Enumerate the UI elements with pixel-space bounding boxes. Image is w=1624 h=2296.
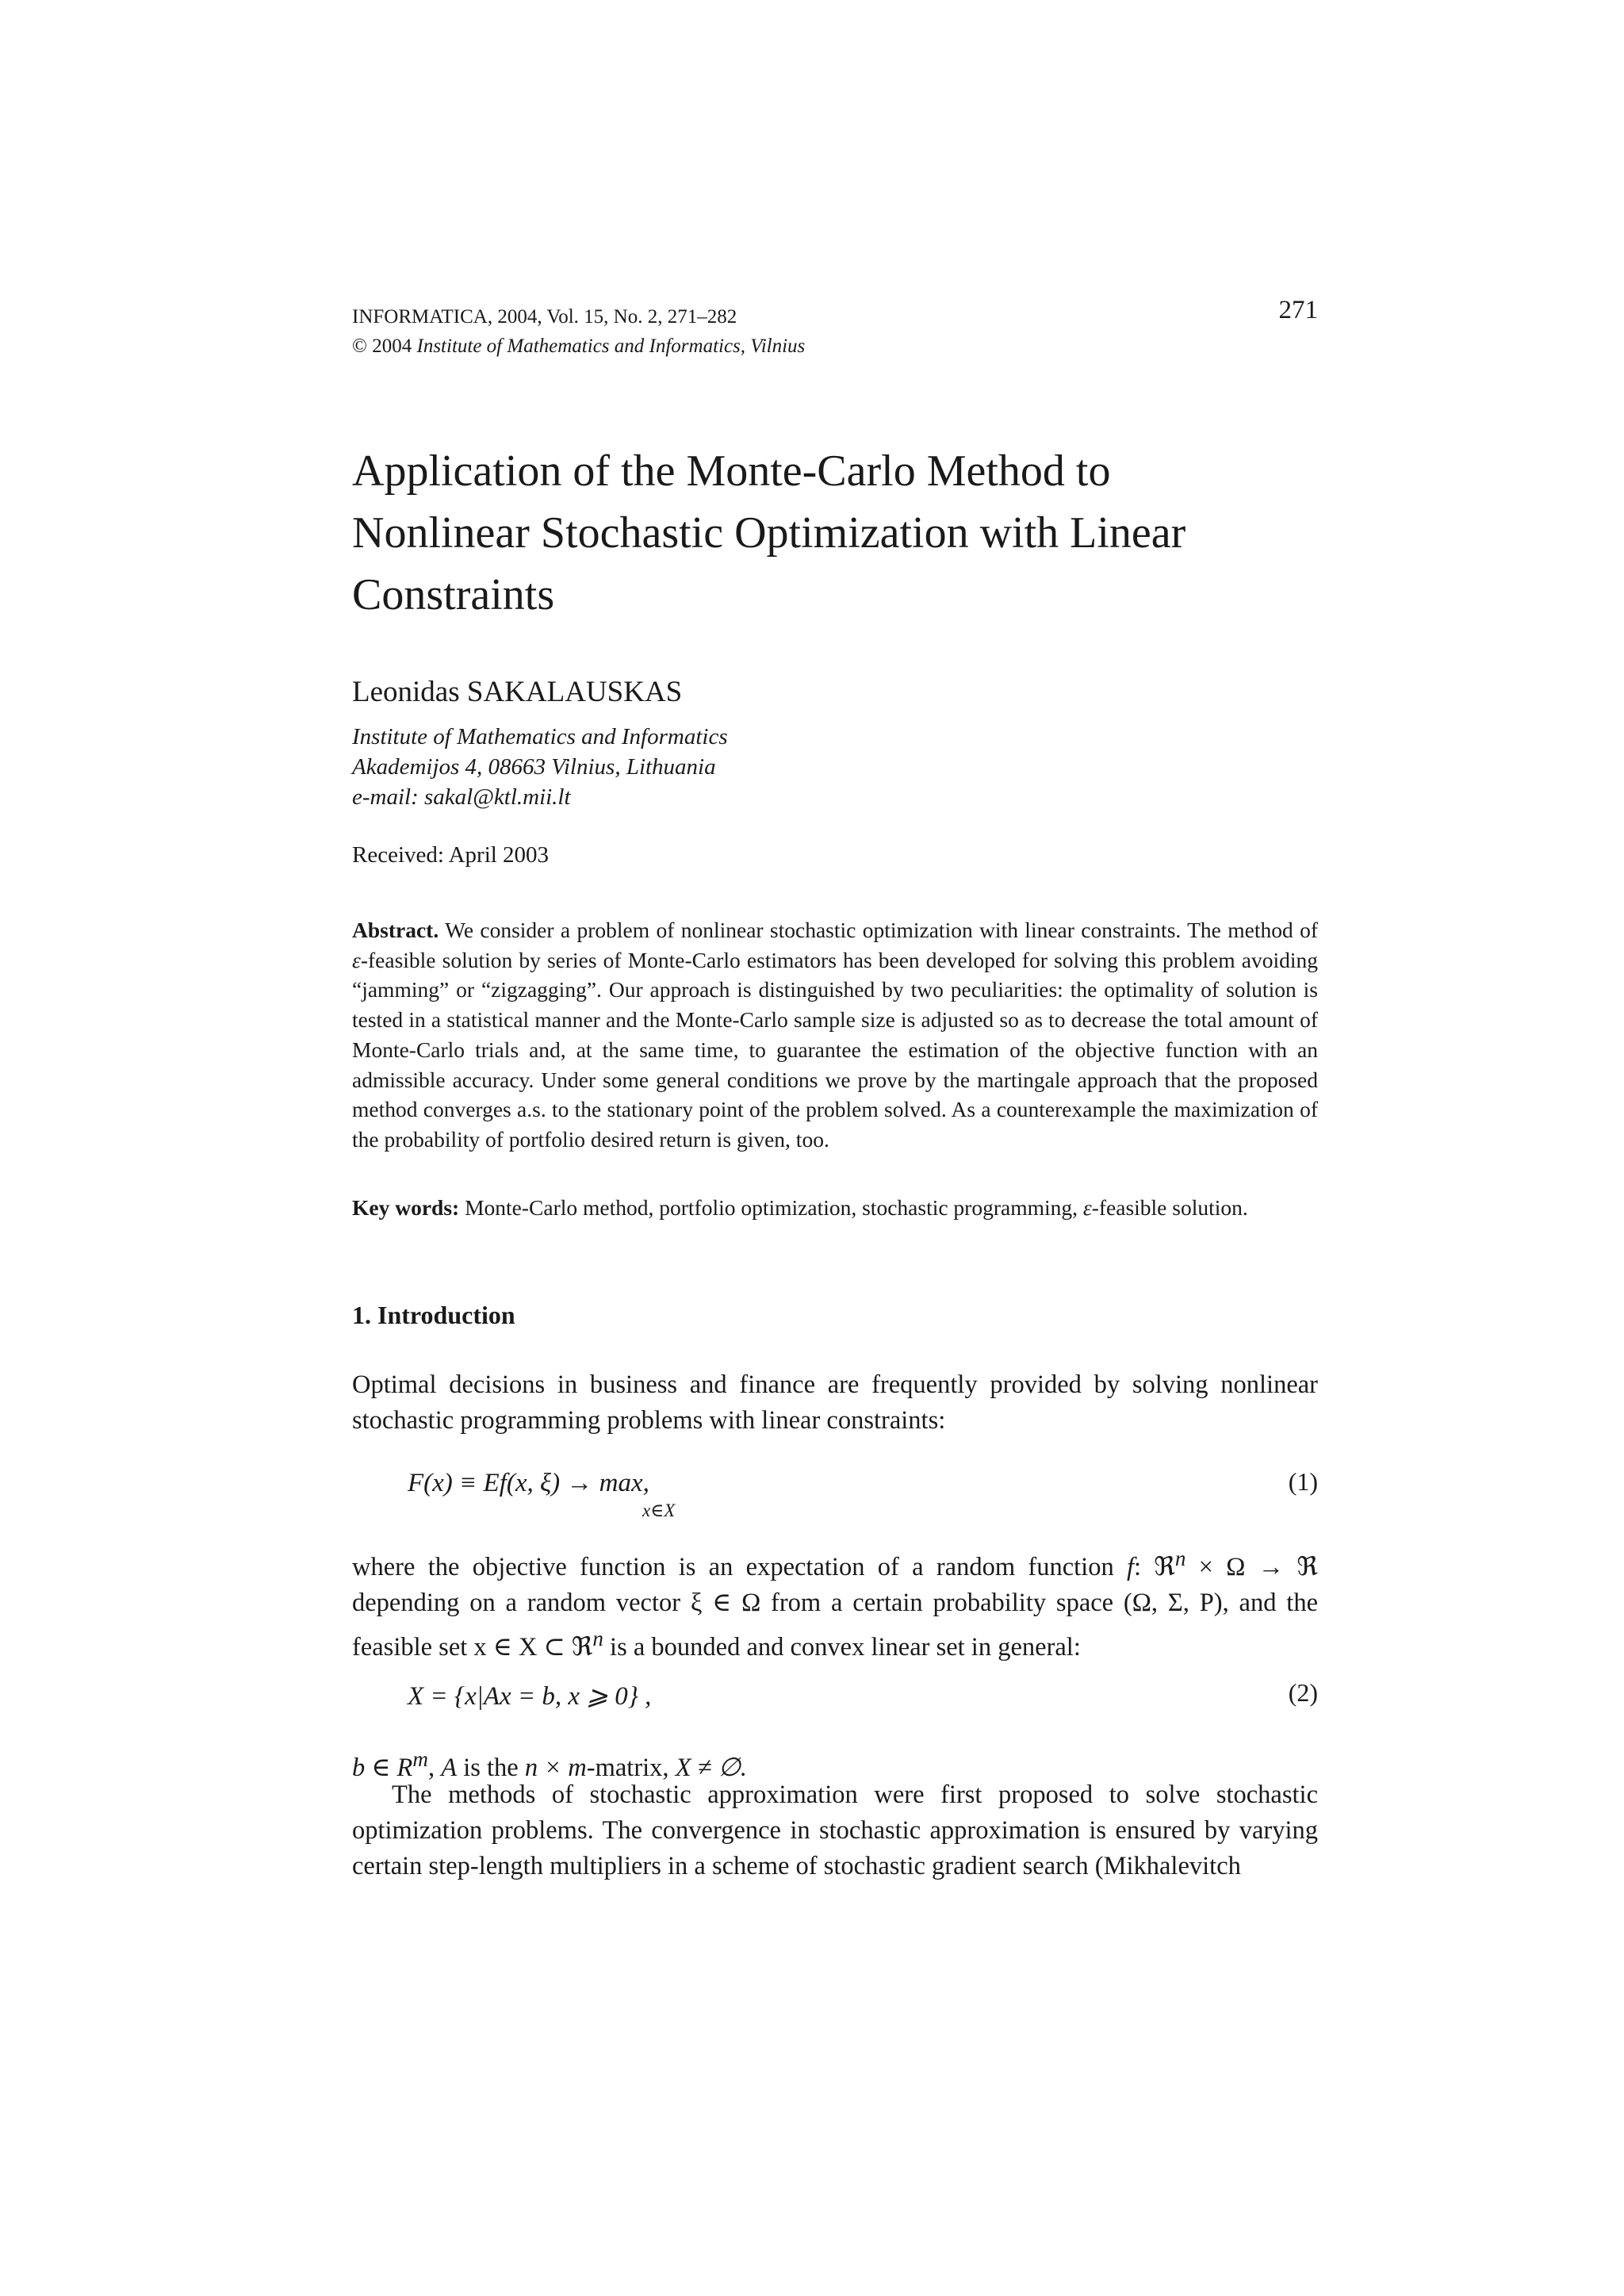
intro-paragraph-2: [352, 1541, 1318, 1665]
author-name: Leonidas SAKALAUSKAS: [352, 676, 683, 708]
title-line-3: Constraints: [352, 570, 555, 619]
p3-b-in-R: b ∈ R: [352, 1753, 413, 1782]
journal-header-line: INFORMATICA, 2004, Vol. 15, No. 2, 271–282: [352, 306, 737, 328]
received-date: Received: April 2003: [352, 842, 550, 868]
abstract-epsilon: ε: [352, 947, 361, 972]
p2-text-d: is a bounded and convex linear set in general:: [603, 1632, 1081, 1662]
p2-text-b: : ℜ: [1134, 1552, 1175, 1581]
keywords-text-2: -feasible solution.: [1091, 1195, 1248, 1220]
author-affiliation: Institute of Mathematics and Informatics: [352, 724, 728, 749]
p2-text-c: × Ω → ℜ depending on a random vector ξ ∈ Ω from a certain probability space (Ω, Σ, P), and the feasible set x ∈ X ⊂ ℜ: [352, 1552, 1318, 1662]
p2-superscript-n2: n: [592, 1626, 603, 1650]
keywords-epsilon: ε: [1082, 1195, 1092, 1220]
abstract-text-2: -feasible solution by series of Monte-Carlo estimators has been developed for solving this problem avoiding “jamming” or “zigzagging”. Our approach is distinguished by two peculiarities: the optimality of solution is tested in a statistical manner and the Monte-Carlo sample size is adjusted so as to decrease the total amount of Monte-Carlo trials and, at the same time, to guarantee the estimation of the objective function with an admissible accuracy. Under some general conditions we prove by the martingale approach that the proposed method converges a.s. to the stationary point of the problem solved. As a counterexample the maximization of the probability of portfolio desired return is given, too.: [352, 947, 1318, 1152]
p3-A: A: [441, 1753, 458, 1782]
paper-title: [352, 440, 1318, 626]
copyright-institute: Institute of Mathematics and Informatics, Vilnius: [416, 335, 806, 357]
p2-f: f: [1127, 1552, 1135, 1581]
p3-matrix: -matrix,: [586, 1753, 676, 1782]
equation-2-number: (2): [1288, 1678, 1318, 1707]
p3-superscript-m: m: [412, 1747, 428, 1771]
p2-text-a: where the objective function is an expectation of a random function: [352, 1552, 1128, 1581]
p3-is-the: is the: [457, 1753, 525, 1782]
title-line-2: Nonlinear Stochastic Optimization with Linear: [352, 508, 1186, 558]
keywords: [352, 1193, 1318, 1223]
page-number: 271: [1278, 296, 1318, 324]
equation-1-subscript: x∈X: [642, 1501, 676, 1520]
p2-superscript-n: n: [1174, 1547, 1186, 1570]
author-email[interactable]: e-mail: sakal@ktl.mii.lt: [352, 784, 571, 810]
copyright-line: [352, 332, 805, 362]
abstract-label: Abstract.: [352, 918, 439, 942]
author-address: Akademijos 4, 08663 Vilnius, Lithuania: [352, 754, 716, 780]
p3-n-times-m: n × m: [524, 1753, 587, 1782]
keywords-text-1: Monte-Carlo method, portfolio optimization, stochastic programming,: [465, 1195, 1083, 1220]
intro-paragraph-1: Optimal decisions in business and finance are frequently provided by solving nonlinear stochastic programming problems with linear constraints:: [352, 1370, 1318, 1435]
equation-1: [408, 1469, 676, 1520]
keywords-label: Key words:: [352, 1195, 460, 1220]
abstract: [352, 915, 1318, 1155]
p3-X-nonempty: X ≠ ∅.: [675, 1753, 748, 1782]
p3-comma: ,: [427, 1753, 442, 1782]
section-heading-introduction: 1. Introduction: [352, 1301, 515, 1329]
intro-paragraph-4: The methods of stochastic approximation were first proposed to solve stochastic optimization problems. The convergence in stochastic approximation is ensured by varying certain step-length multipliers in a scheme of stochastic gradient search (Mikhalevitch: [352, 1780, 1318, 1880]
equation-1-number: (1): [1288, 1467, 1318, 1496]
abstract-text-1: We consider a problem of nonlinear stochastic optimization with linear constraints. The method of: [445, 918, 1318, 942]
title-line-1: Application of the Monte-Carlo Method to: [352, 447, 1111, 496]
equation-2: X = {x|Ax = b, x ⩾ 0} ,: [408, 1682, 652, 1711]
copyright-year: © 2004: [352, 335, 412, 357]
equation-1-main: F(x) ≡ Ef(x, ξ) → max,: [408, 1469, 649, 1497]
